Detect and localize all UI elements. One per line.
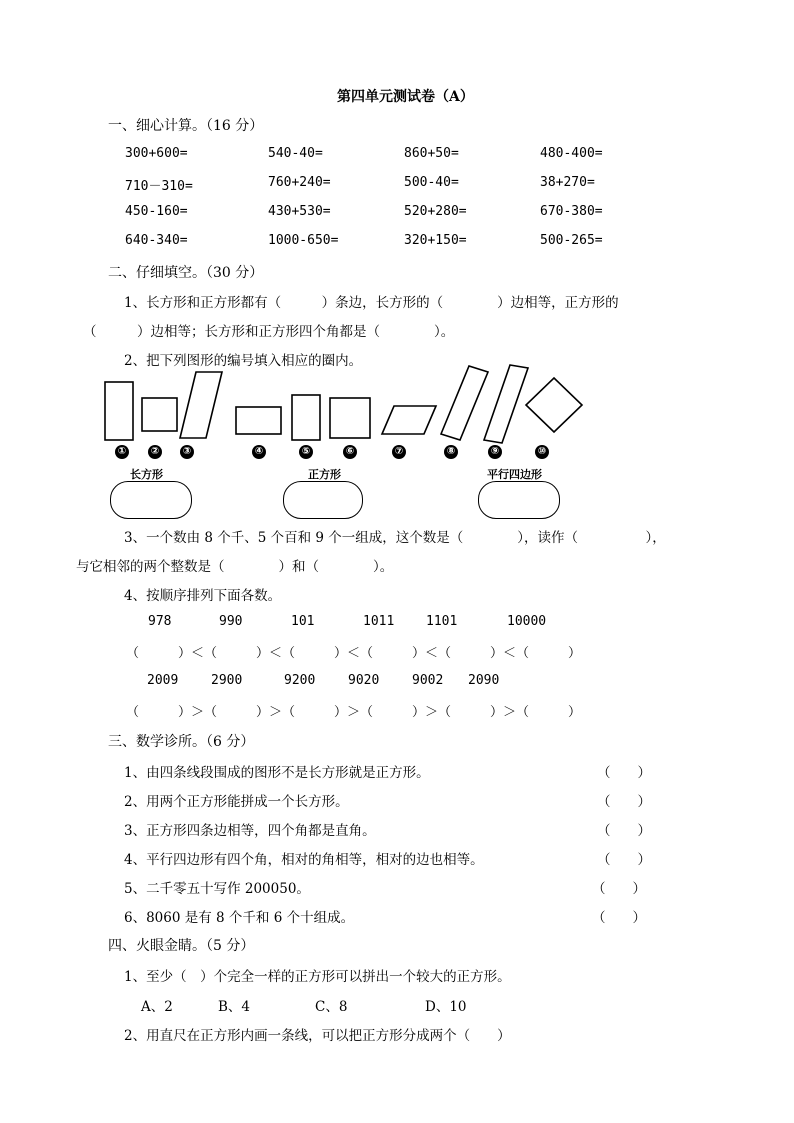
shape-5-rectangle [292,395,320,440]
shape-number-3: ③ [180,445,194,459]
sequence-number: 9020 [348,673,380,688]
calc-item: 710－310= [125,179,193,194]
sequence-number: 2009 [147,673,179,688]
calc-item: 430+530= [268,204,331,219]
sequence-number: 2900 [211,673,243,688]
shapes-figure [0,360,794,450]
group-label-rectangle: 长方形 [130,468,163,481]
order-blanks-ascending[interactable]: （ ）＜（ ）＜（ ）＜（ ）＜（ ）＜（ ） [126,646,582,661]
section-2-heading: 二、仔细填空。（30 分） [108,265,264,281]
option-c[interactable]: C、8 [315,999,348,1015]
shape-number-10: ⑩ [535,445,549,459]
shape-number-8: ⑧ [444,445,458,459]
shape-number-2: ② [148,445,162,459]
answer-oval-parallelogram[interactable] [478,481,560,519]
section-3-heading: 三、数学诊所。（6 分） [108,734,255,750]
judge-item-5: 5、二千零五十写作 200050。 [124,881,310,897]
section-1-heading: 一、细心计算。（16 分） [108,118,264,134]
answer-oval-rectangle[interactable] [110,481,192,519]
sequence-number: 1011 [363,614,395,629]
fill-question-3-line-2: 与它相邻的两个整数是（ ）和（ ）。 [76,559,394,575]
calc-item: 860+50= [404,146,459,161]
fill-question-3-line-1: 3、一个数由 8 个千、5 个百和 9 个一组成，这个数是（ ），读作（ ）， [124,530,666,546]
choice-question-1: 1、至少（ ）个完全一样的正方形可以拼出一个较大的正方形。 [124,969,511,985]
sequence-number: 1101 [426,614,458,629]
group-label-parallelogram: 平行四边形 [487,468,542,481]
judge-answer-2[interactable]: （ ） [597,794,651,810]
shape-3-parallelogram [180,372,222,438]
shape-number-9: ⑨ [488,445,502,459]
sequence-number: 990 [219,614,243,629]
judge-item-6: 6、8060 是有 8 个千和 6 个十组成。 [124,910,355,926]
calc-item: 670-380= [540,204,603,219]
sequence-number: 9002 [412,673,444,688]
sequence-number: 101 [291,614,315,629]
calc-item: 1000-650= [268,233,339,248]
shape-10-square [526,378,582,432]
judge-item-2: 2、用两个正方形能拼成一个长方形。 [124,794,349,810]
shape-1-rectangle [105,382,133,440]
calc-item: 520+280= [404,204,467,219]
judge-item-1: 1、由四条线段围成的图形不是长方形就是正方形。 [124,765,430,781]
fill-question-4: 4、按顺序排列下面各数。 [124,588,282,604]
judge-item-3: 3、正方形四条边相等，四个角都是直角。 [124,823,376,839]
sequence-number: 978 [148,614,172,629]
group-label-square: 正方形 [308,468,341,481]
shape-2-square [142,398,177,431]
option-a[interactable]: A、2 [141,999,173,1015]
calc-item: 760+240= [268,175,331,190]
judge-answer-4[interactable]: （ ） [597,852,651,868]
calc-item: 500-40= [404,175,459,190]
calc-item: 480-400= [540,146,603,161]
judge-answer-6[interactable]: （ ） [592,910,646,926]
shape-9-parallelogram [484,365,528,443]
shape-number-7: ⑦ [392,445,406,459]
choice-question-2: 2、用直尺在正方形内画一条线，可以把正方形分成两个（ ） [124,1028,511,1044]
judge-answer-5[interactable]: （ ） [592,881,646,897]
judge-item-4: 4、平行四边形有四个角，相对的角相等，相对的边也相等。 [124,852,484,868]
shape-number-5: ⑤ [299,445,313,459]
calc-item: 640-340= [125,233,188,248]
calc-item: 300+600= [125,146,188,161]
shape-number-4: ④ [252,445,266,459]
fill-question-1-line-1: 1、长方形和正方形都有（ ）条边，长方形的（ ）边相等，正方形的 [124,295,619,311]
calc-item: 450-160= [125,204,188,219]
option-d[interactable]: D、10 [425,999,467,1015]
sequence-number: 2090 [468,673,500,688]
judge-answer-3[interactable]: （ ） [597,823,651,839]
calc-item: 320+150= [404,233,467,248]
shape-6-square [330,398,370,438]
fill-question-1-line-2: （ ）边相等；长方形和正方形四个角都是（ ）。 [83,324,455,340]
calc-item: 540-40= [268,146,323,161]
judge-answer-1[interactable]: （ ） [597,765,651,781]
shape-7-parallelogram [382,406,436,434]
fill-question-2: 2、把下列图形的编号填入相应的圈内。 [124,353,363,369]
shape-number-6: ⑥ [343,445,357,459]
answer-oval-square[interactable] [283,481,363,519]
section-4-heading: 四、火眼金睛。（5 分） [108,938,255,954]
page-title: 第四单元测试卷（A） [337,89,474,105]
shape-8-parallelogram [441,366,488,440]
calc-item: 38+270= [540,175,595,190]
sequence-number: 9200 [284,673,316,688]
shape-4-rectangle [236,407,281,434]
option-b[interactable]: B、4 [218,999,251,1015]
sequence-number: 10000 [507,614,547,629]
calc-item: 500-265= [540,233,603,248]
order-blanks-descending[interactable]: （ ）＞（ ）＞（ ）＞（ ）＞（ ）＞（ ） [126,705,582,720]
shape-number-1: ① [115,445,129,459]
